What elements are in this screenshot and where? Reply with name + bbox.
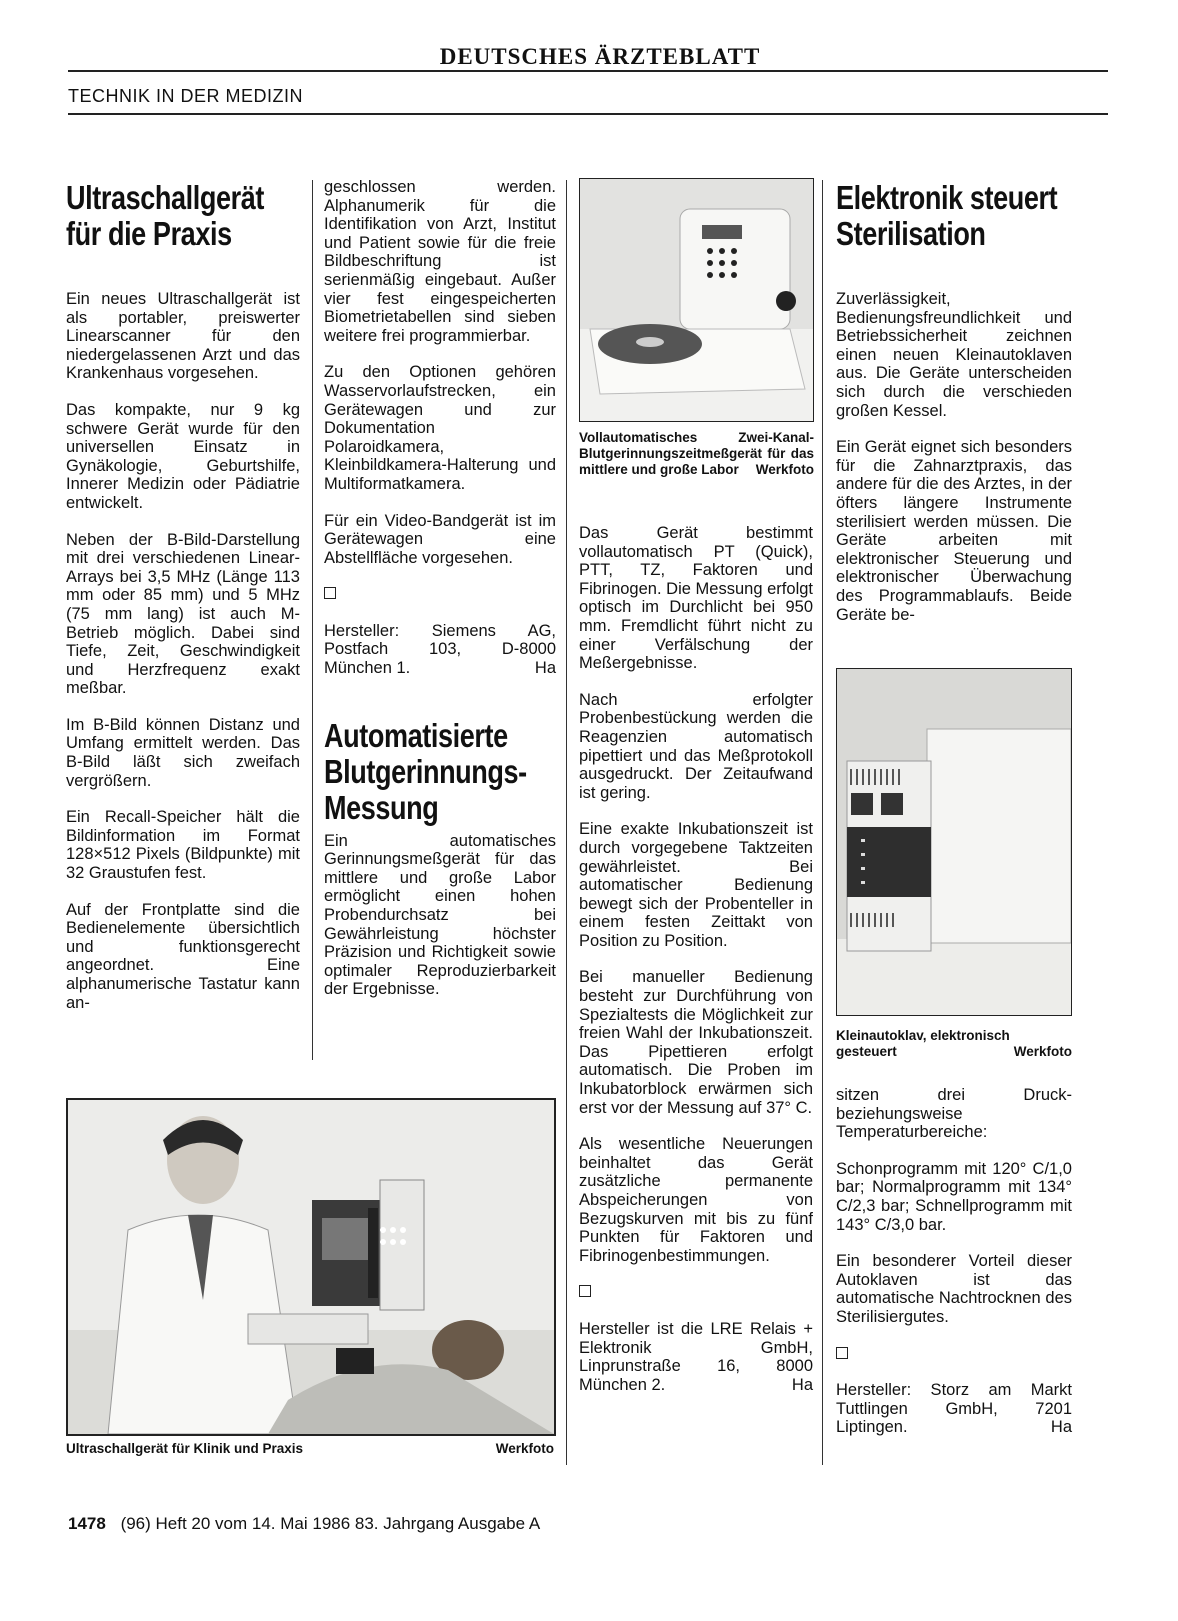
paragraph: Im B-Bild können Distanz und Umfang ermittelt werden. Das B-Bild läßt sich zweifach vergrößern. — [66, 715, 300, 790]
headline-ultraschall: Ultraschallgerät für die Praxis — [66, 179, 264, 252]
photo-ultraschallgeraet — [66, 1098, 556, 1436]
column-rule-3 — [822, 180, 823, 1465]
column-rule-1 — [312, 180, 313, 1060]
header-rule-top — [68, 70, 1108, 72]
author: Ha — [1050, 1418, 1072, 1437]
paragraph: Zuverlässigkeit, Bedienungsfreundlichkeit und Betriebssicherheit zeichnen einen neuen Kleinautoklaven aus. Die Geräte unterscheiden sich durch die verschieden großen Kessel. — [836, 290, 1072, 420]
paragraph: Nach erfolgter Probenbestückung werden die Reagenzien automatisch pipettiert und das Meßprotokoll ausgedruckt. Der Zeitaufwand ist gering. — [579, 690, 813, 802]
end-mark-icon — [324, 587, 336, 599]
end-mark-icon — [836, 1347, 848, 1359]
paragraph: Ein automatisches Gerinnungsmeßgerät für das mittlere und große Labor ermöglicht einen hohen Probendurchsatz bei Gewährleistung höchster Präzision und Richtigkeit sowie optimaler Reproduzierbarkeit der Ergebnisse. — [324, 831, 556, 999]
paragraph: Ein Gerät eignet sich besonders für die Zahnarztpraxis, das andere für die des Arztes, in der öfters längere Instrumente sterilisiert werden müssen. Die Geräte arbeiten mit elektronischer Steuerung und elektronischer Überwachung des Programmablaufs. Beide Geräte be- — [836, 438, 1072, 624]
header-rule-bottom — [68, 113, 1108, 115]
caption-ultraschall: Ultraschallgerät für Klinik und Praxis Werkfoto — [66, 1441, 554, 1456]
paragraph: Schonprogramm mit 120° C/1,0 bar; Normalprogramm mit 134° C/2,3 bar; Schnellprogramm mit 143° C/3,0 bar. — [836, 1159, 1072, 1234]
manufacturer-lre: Hersteller ist die LRE Relais + Elektronik GmbH, Linprunstraße 16, 8000 München 2. Ha — [579, 1319, 813, 1394]
page-footer — [68, 1514, 540, 1534]
paragraph: Neben der B-Bild-Darstellung mit drei verschiedenen Linear-Arrays bei 3,5 MHz (Länge 113 mm oder 85 mm) und 5 MHz (75 mm lang) ist auch M-Betrieb möglich. Dabei sind Tiefe, Zeit, Geschwindigkeit und Herzfrequenz exakt meßbar. — [66, 530, 300, 698]
paragraph: sitzen drei Druck- beziehungsweise Temperaturbereiche: — [836, 1086, 1072, 1142]
caption-gerinnung: Vollautomatisches Zwei-Kanal-Blutgerinnungszeitmeßgerät für das mittlere und große Labor Werkfoto — [579, 430, 814, 477]
headline-blutgerinnung: Automatisierte Blutgerinnungs- Messung — [324, 716, 527, 826]
article-sterilisation-continued — [836, 1086, 1072, 1455]
paragraph: Ein neues Ultraschallgerät ist als portabler, preiswerter Linearscanner für den niedergelassenen Arzt und das Krankenhaus vorgesehen. — [66, 290, 300, 383]
paragraph: Zu den Optionen gehören Wasservorlaufstrecken, ein Gerätewagen und zur Dokumentation Polaroidkamera, Kleinbildkamera-Halterung und Multiformatkamera. — [324, 363, 556, 493]
photo-kleinautoklav — [836, 668, 1072, 1016]
photo-gerinnungsmessgeraet — [579, 178, 814, 422]
masthead: DEUTSCHES ÄRZTEBLATT — [439, 44, 761, 69]
section-title: TECHNIK IN DER MEDIZIN — [68, 86, 304, 106]
paragraph: Das kompakte, nur 9 kg schwere Gerät wurde für den universellen Einsatz in Gynäkologie, Geburtshilfe, Innerer Medizin oder Pädiatrie entwickelt. — [66, 400, 300, 512]
paragraph: Als wesentliche Neuerungen beinhaltet das Gerät zusätzliche permanente Abspeicherungen von Bezugskurven mit bis zu fünf Punkten für Faktoren und Fibrinogenbestimmungen. — [579, 1135, 813, 1265]
paragraph: Das Gerät bestimmt vollautomatisch PT (Quick), PTT, TZ, Faktoren und Fibrinogen. Die Messung erfolgt optisch im Durchlicht bei 950 mm. Fremdlicht führt nicht zu einer Verfälschung der Meßergebnisse. — [579, 524, 813, 673]
paragraph: geschlossen werden. Alphanumerik für die Identifikation von Arzt, Institut und Patient sowie für die freie Bildbeschriftung ist serienmäßig eingebaut. Außer vier fest eingespeicherten Biometrietabellen sind sieben weitere frei programmierbar. — [324, 178, 556, 345]
caption-autoklav: Kleinautoklav, elektronisch gesteuert Werkfoto — [836, 1028, 1072, 1059]
paragraph: Auf der Frontplatte sind die Bedienelemente übersichtlich und funktionsgerecht angeordnet. Eine alphanumerische Tastatur kann an- — [66, 900, 300, 1012]
manufacturer-storz: Hersteller: Storz am Markt Tuttlingen GmbH, 7201 Liptingen. Ha — [836, 1381, 1072, 1437]
paragraph: Bei manueller Bedienung besteht zur Durchführung von Spezialtests die Möglichkeit zur freien Wahl der Inkubationszeit. Das Pipettieren erfolgt automatisch. Die Proben im Inkubatorblock erwärmen sich erst vor der Messung auf 37° C. — [579, 968, 813, 1117]
end-mark-icon — [579, 1285, 591, 1297]
author: Ha — [791, 1375, 813, 1394]
manufacturer-siemens: Hersteller: Siemens AG, Postfach 103, D-8000 München 1. Ha — [324, 621, 556, 678]
paragraph: Ein besonderer Vorteil dieser Autoklaven ist das automatische Nachtrocknen des Sterilisiergutes. — [836, 1252, 1072, 1326]
article-blutgerinnung-continued — [579, 524, 813, 1412]
column-rule-2 — [566, 180, 567, 1465]
article-ultraschall — [66, 180, 300, 1030]
paragraph: Für ein Video-Bandgerät ist im Gerätewagen eine Abstellfläche vorgesehen. — [324, 511, 556, 567]
page-number: 1478 — [68, 1514, 106, 1533]
paragraph: Eine exakte Inkubationszeit ist durch vorgegebene Taktzeiten gewährleistet. Bei automatischer Bedienung bewegt sich der Probenteller in einem festen Zeittakt von Position zu Position. — [579, 820, 813, 950]
article-ultraschall-continued — [324, 178, 556, 1017]
author: Ha — [534, 659, 556, 678]
article-sterilisation — [836, 180, 1072, 642]
issue-info: (96) Heft 20 vom 14. Mai 1986 83. Jahrgang Ausgabe A — [120, 1514, 541, 1533]
headline-sterilisation: Elektronik steuert Sterilisation — [836, 179, 1058, 252]
paragraph: Ein Recall-Speicher hält die Bildinformation im Format 128×512 Pixels (Bildpunkte) mit 32 Graustufen fest. — [66, 808, 300, 883]
